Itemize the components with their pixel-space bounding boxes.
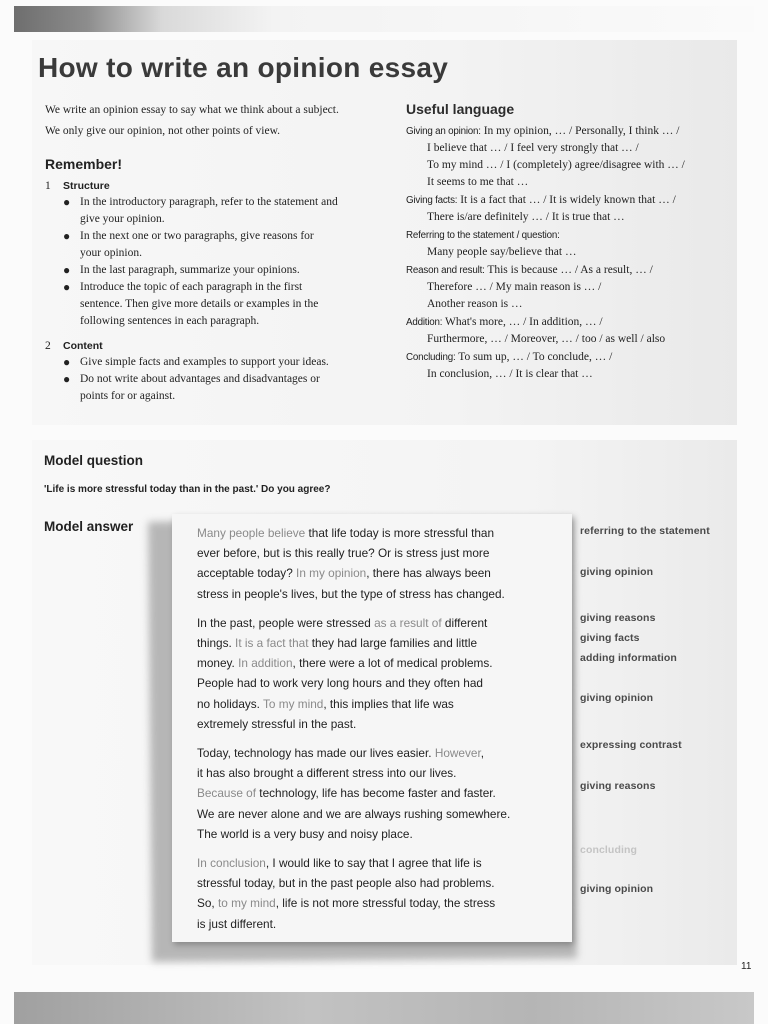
- remember-heading: Remember!: [45, 156, 123, 172]
- essay-line: [197, 873, 567, 893]
- essay-line: [197, 523, 567, 543]
- essay-text: stressful today, but in the past people also had problems.: [197, 876, 495, 891]
- remember-section-title: [45, 180, 375, 192]
- essay-line: [197, 653, 567, 673]
- essay-paragraph: [197, 853, 567, 934]
- bullet-line: points for or against.: [80, 390, 176, 402]
- annotation-label: giving reasons: [580, 612, 656, 624]
- annotation-label: giving opinion: [580, 566, 654, 578]
- intro-line: We only give our opinion, not other points of view.: [45, 125, 281, 137]
- useful-language-phrase: Many people say/believe that …: [427, 246, 577, 258]
- useful-language-phrase: Therefore … / My main reason is … /: [427, 281, 602, 293]
- useful-phrase-highlight: as a result of: [374, 615, 442, 630]
- useful-language-label: Referring to the statement / question:: [406, 230, 560, 241]
- essay-line: [197, 694, 567, 714]
- essay-text: money.: [197, 656, 239, 671]
- essay-line: [197, 893, 567, 913]
- bullet-line: your opinion.: [80, 247, 142, 259]
- useful-language-phrase: It seems to me that …: [427, 176, 529, 188]
- essay-text: So,: [197, 896, 218, 911]
- remember-bullets: [45, 354, 375, 405]
- useful-language-heading: Useful language: [406, 101, 515, 117]
- essay-line: [197, 763, 567, 783]
- essay-text: things.: [197, 636, 236, 651]
- annotation-label: giving facts: [580, 632, 640, 644]
- useful-language-phrase: Another reason is …: [427, 298, 523, 310]
- bullet-icon: ●: [63, 229, 71, 243]
- useful-language-phrase: In my opinion, … / Personally, I think … /: [483, 125, 680, 137]
- essay-text: no holidays.: [197, 696, 264, 711]
- remember-section: [45, 180, 375, 330]
- useful-phrase-highlight: In addition: [238, 656, 293, 671]
- essay-text: The world is a very busy and noisy place.: [197, 826, 413, 841]
- essay-text: that life today is more stressful than: [305, 526, 495, 540]
- essay-text: it has also brought a different stress into our lives.: [197, 766, 457, 781]
- margin-annotations: [580, 0, 740, 1024]
- useful-language-phrase: In conclusion, … / It is clear that …: [427, 368, 593, 380]
- essay-text: , life is not more stressful today, the stress: [275, 896, 496, 911]
- useful-language-label: Giving an opinion:: [406, 126, 481, 137]
- annotation-label: adding information: [580, 652, 677, 664]
- essay-line: [197, 543, 567, 563]
- useful-language-phrase: Furthermore, … / Moreover, … / too / as well / also: [427, 333, 666, 345]
- essay-line: [197, 804, 567, 824]
- model-answer-heading: Model answer: [44, 519, 134, 534]
- useful-phrase-highlight: To my mind: [263, 696, 324, 711]
- remember-section: [45, 340, 375, 405]
- essay-text: In the past, people were stressed: [197, 615, 375, 630]
- essay-line: [197, 824, 567, 844]
- essay-text: , there were a lot of medical problems.: [292, 656, 493, 671]
- remember-bullet-item: [63, 194, 375, 228]
- section-number: 2: [45, 340, 51, 352]
- section-title: Content: [63, 340, 103, 352]
- essay-paragraph: [197, 523, 567, 604]
- essay-line: [197, 633, 567, 653]
- bullet-line: following sentences in each paragraph.: [80, 315, 260, 327]
- useful-language-label: Addition:: [406, 317, 443, 328]
- page-number: 11: [741, 961, 752, 972]
- bullet-line: give your opinion.: [80, 213, 165, 225]
- annotation-label: giving opinion: [580, 692, 654, 704]
- useful-phrase-highlight: Many people believe: [197, 526, 306, 540]
- useful-language-phrase: It is a fact that … / It is widely known that … /: [460, 194, 676, 206]
- bullet-line: Do not write about advantages and disadvantages or: [80, 373, 320, 385]
- essay-text: ,: [480, 746, 485, 761]
- page-title: How to write an opinion essay: [38, 52, 449, 83]
- model-question-text: 'Life is more stressful today than in the past.' Do you agree?: [44, 484, 331, 495]
- essay-text: ever before, but is this really true? Or is stress just more: [197, 546, 490, 561]
- essay-text: technology, life has become faster and faster.: [256, 786, 496, 801]
- intro-text: [45, 100, 385, 142]
- remember-bullet-item: [63, 371, 375, 405]
- useful-language-phrase: To sum up, … / To conclude, … /: [458, 351, 613, 363]
- remember-bullet-item: [63, 228, 375, 262]
- bullet-line: In the introductory paragraph, refer to the statement and: [80, 196, 338, 208]
- bullet-line: Introduce the topic of each paragraph in the first: [80, 281, 303, 293]
- bullet-line: Give simple facts and examples to support your ideas.: [80, 356, 329, 368]
- essay-text: stress in people's lives, but the type of stress has changed.: [197, 586, 505, 601]
- useful-language-label: Concluding:: [406, 352, 456, 363]
- essay-text: extremely stressful in the past.: [197, 716, 357, 731]
- essay-line: [197, 914, 567, 934]
- useful-language-phrase: To my mind … / I (completely) agree/disagree with … /: [427, 159, 685, 171]
- intro-line: We write an opinion essay to say what we think about a subject.: [45, 104, 339, 116]
- section-number: 1: [45, 180, 51, 192]
- essay-line: [197, 743, 567, 763]
- essay-text: acceptable today?: [197, 566, 297, 581]
- annotation-label: referring to the statement: [580, 525, 710, 537]
- essay-line: [197, 714, 567, 734]
- bullet-line: sentence. Then give more details or examples in the: [80, 298, 319, 310]
- scan-shadow-bottom: [14, 992, 754, 1024]
- remember-section-title: [45, 340, 375, 352]
- annotation-label: giving reasons: [580, 780, 656, 792]
- bullet-icon: ●: [63, 263, 71, 277]
- essay-line: [197, 563, 567, 583]
- useful-language-phrase: I believe that … / I feel very strongly that … /: [427, 142, 639, 154]
- useful-language-phrase: There is/are definitely … / It is true that …: [427, 211, 625, 223]
- essay-line: [197, 613, 567, 633]
- annotation-label: expressing contrast: [580, 739, 682, 751]
- bullet-icon: ●: [63, 355, 71, 369]
- bullet-icon: ●: [63, 280, 71, 294]
- bullet-icon: ●: [63, 195, 71, 209]
- section-title: Structure: [63, 180, 110, 192]
- model-question-heading: Model question: [44, 453, 143, 468]
- essay-text: they had large families and little: [308, 636, 478, 651]
- bullet-line: In the next one or two paragraphs, give reasons for: [80, 230, 314, 242]
- essay-text: Today, technology has made our lives easier.: [197, 746, 435, 761]
- remember-list: [45, 180, 375, 415]
- remember-bullet-item: [63, 262, 375, 279]
- useful-language-phrase: What's more, … / In addition, … /: [445, 316, 603, 328]
- essay-text: different: [441, 615, 488, 630]
- essay-line: [197, 673, 567, 693]
- useful-phrase-highlight: It is a fact that: [235, 636, 309, 651]
- essay-line: [197, 783, 567, 803]
- essay-line: [197, 853, 567, 873]
- useful-language-label: Giving facts:: [406, 195, 458, 206]
- remember-bullets: [45, 194, 375, 330]
- essay-paragraph: [197, 743, 567, 844]
- bullet-icon: ●: [63, 372, 71, 386]
- useful-phrase-highlight: In my opinion: [296, 566, 367, 581]
- essay-text: , this implies that life was: [323, 696, 454, 711]
- useful-phrase-highlight: Because of: [197, 786, 257, 801]
- annotation-label: concluding: [580, 844, 637, 856]
- useful-phrase-highlight: to my mind: [218, 896, 276, 911]
- useful-language-phrase: This is because … / As a result, … /: [487, 264, 653, 276]
- essay-paragraph: [197, 613, 567, 734]
- essay-text: , I would like to say that I agree that life is: [265, 856, 482, 871]
- essay-line: [197, 584, 567, 604]
- bullet-line: In the last paragraph, summarize your opinions.: [80, 264, 300, 276]
- model-answer-essay: [197, 523, 567, 943]
- remember-bullet-item: [63, 279, 375, 330]
- essay-text: People had to work very long hours and they often had: [197, 676, 483, 691]
- essay-text: We are never alone and we are always rushing somewhere.: [197, 806, 511, 821]
- useful-phrase-highlight: In conclusion: [197, 856, 266, 871]
- annotation-label: giving opinion: [580, 883, 654, 895]
- essay-text: , there has always been: [366, 566, 491, 581]
- essay-text: is just different.: [197, 916, 277, 931]
- remember-bullet-item: [63, 354, 375, 371]
- useful-phrase-highlight: However: [434, 746, 481, 761]
- useful-language-label: Reason and result:: [406, 265, 485, 276]
